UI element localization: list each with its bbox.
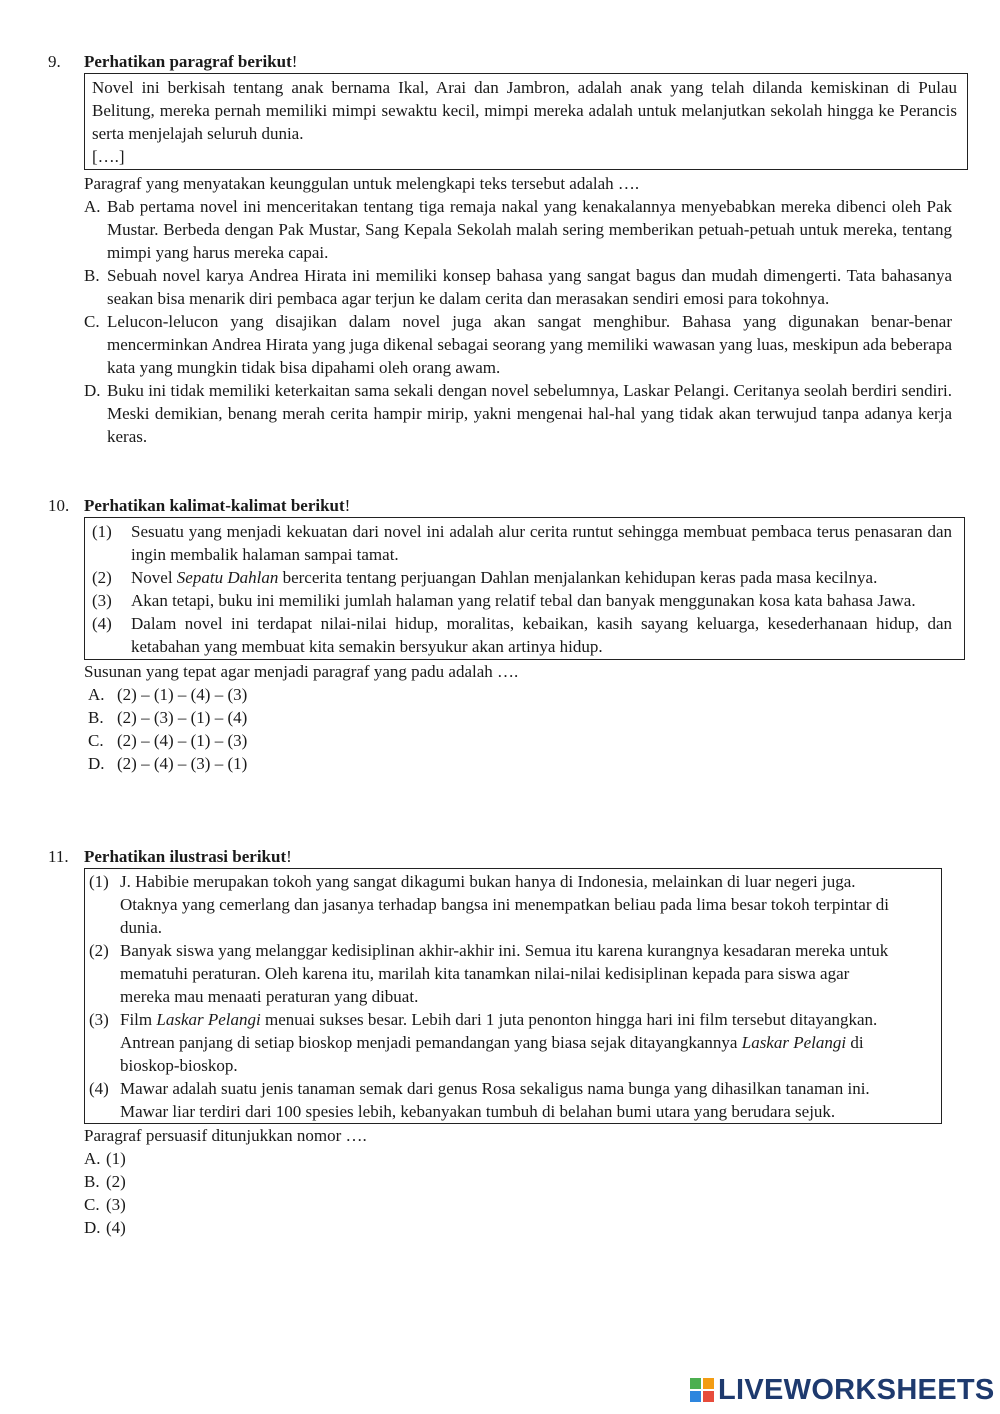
question-prompt: Paragraf yang menyatakan keunggulan untuk melengkapi teks tersebut adalah …. [84,174,640,193]
paragraph-2: (2) Banyak siswa yang melanggar kedisiplinan akhir-akhir ini. Semua itu karena kurangnya kesadaran mereka untuk mematuhi peraturan. Oleh karena itu, marilah kita tanamkan nilai-nilai kedisiplinan kepada para siswa agar mereka mau menaati peraturan yang dibuat. [89,941,889,1006]
option-a[interactable]: A. Bab pertama novel ini menceritakan tentang tiga remaja nakal yang kenakalannya menyebabkan mereka dibenci oleh Pak Mustar. Berbeda dengan Pak Mustar, Sang Kepala Sekolah malah sering memberikan petuah-petuah untuk mereka, tentang mimpi yang harus mereka capai. [84,197,952,262]
sentence-2: (2) Novel Sepatu Dahlan bercerita tentang perjuangan Dahlan menjalankan kehidupan keras pada masa kecilnya. [92,568,878,587]
option-d[interactable]: D. (4) [84,1218,126,1237]
paragraph-4: (4) Mawar adalah suatu jenis tanaman semak dari genus Rosa sekaligus nama bunga yang dihasilkan tanaman ini. Mawar liar terdiri dari 100 spesies lebih, kebanyakan tumbuh di belahan bumi utara yang berudara sejuk. [89,1079,870,1121]
book-title: Sepatu Dahlan [176,568,279,587]
question-prompt: Susunan yang tepat agar menjadi paragraf yang padu adalah …. [84,662,519,681]
answer-options [84,195,952,448]
question-number: 10. [48,496,70,515]
paragraph-1: (1) J. Habibie merupakan tokoh yang sangat dikagumi bukan hanya di Indonesia, melainkan di luar negeri juga. Otaknya yang cemerlang dan jasanya terhadap bangsa ini menempatkan beliau pada lima besar tokoh terpintar di dunia. [89,872,889,937]
question-number: 9. [48,52,61,71]
answer-options [84,1147,968,1239]
option-b[interactable]: B. Sebuah novel karya Andrea Hirata ini memiliki konsep bahasa yang sangat bagus dan mudah dimengerti. Tata bahasanya seakan bisa menarik diri pembaca agar terjun ke dalam cerita dan merasakan sendiri emosi para tokohnya. [84,266,952,308]
option-a[interactable]: A. (1) [84,1149,126,1168]
question-number: 11. [48,847,69,866]
passage-ellipsis: [….] [92,147,125,166]
tile-icon [690,1391,701,1402]
sentences-box [84,517,965,660]
question-10 [48,494,968,775]
question-prompt: Paragraf persuasif ditunjukkan nomor …. [84,1126,367,1145]
question-heading: Perhatikan kalimat-kalimat berikut! [84,496,351,515]
tile-icon [703,1378,714,1389]
tile-icon [690,1378,701,1389]
brand-name: LIVEWORKSHEETS [718,1373,995,1406]
paragraph-3: (3) Film Laskar Pelangi menuai sukses besar. Lebih dari 1 juta penonton hingga hari ini film tersebut ditayangkan. Antrean panjang di setiap bioskop menjadi pemandangan yang biasa sejak ditayangkannya Laskar Pelangi di bioskop-bioskop. [89,1010,878,1075]
question-9 [48,50,968,448]
option-b[interactable]: B. (2) – (3) – (1) – (4) [88,708,248,727]
option-c[interactable]: C. (2) – (4) – (1) – (3) [88,731,248,750]
option-b[interactable]: B. (2) [84,1172,126,1191]
passage-text: Novel ini berkisah tentang anak bernama Ikal, Arai dan Jambron, adalah anak yang telah dilanda kemiskinan di Pulau Belitung, mereka pernah memiliki mimpi sewaktu kecil, mimpi mereka adalah untuk melanjutkan sekolah hingga ke Perancis serta menjelajah seluruh dunia. [92,78,957,143]
answer-options [88,683,968,775]
passage-box [84,73,968,170]
option-d[interactable]: D. (2) – (4) – (3) – (1) [88,754,248,773]
film-title: Laskar Pelangi [156,1010,261,1029]
sentence-1: (1) Sesuatu yang menjadi kekuatan dari novel ini adalah alur cerita runtut sehingga membuat pembaca terus penasaran dan ingin membalik halaman sampai tamat. [92,522,952,564]
question-heading: Perhatikan paragraf berikut! [84,52,298,71]
film-title: Laskar Pelangi [741,1033,847,1052]
liveworksheets-tiles-icon [690,1378,714,1402]
question-11 [48,845,968,1239]
option-c[interactable]: C. Lelucon-lelucon yang disajikan dalam novel juga akan sangat menghibur. Bahasa yang digunakan benar-benar mencerminkan Andrea Hirata yang juga dikenal sebagai seorang yang memiliki wawasan yang luas, meskipun ada beberapa kata yang mungkin tidak bisa dipahami oleh orang awam. [84,312,952,377]
sentence-4: (4) Dalam novel ini terdapat nilai-nilai hidup, moralitas, kebaikan, kasih sayang keluarga, kesederhanaan hidup, dan ketabahan yang membuat kita semakin bersyukur akan artinya hidup. [92,614,952,656]
option-c[interactable]: C. (3) [84,1195,126,1214]
tile-icon [703,1391,714,1402]
option-a[interactable]: A. (2) – (1) – (4) – (3) [88,685,248,704]
option-d[interactable]: D. Buku ini tidak memiliki keterkaitan sama sekali dengan novel sebelumnya, Laskar Pelangi. Ceritanya seolah berdiri sendiri. Meski demikian, benang merah cerita hampir mirip, yakni mengenai hal-hal yang tidak akan terwujud tanpa adanya kerja keras. [84,381,952,446]
illustration-box [84,868,942,1124]
liveworksheets-logo[interactable] [690,1374,995,1406]
question-heading: Perhatikan ilustrasi berikut! [84,847,292,866]
sentence-3: (3) Akan tetapi, buku ini memiliki jumlah halaman yang relatif tebal dan banyak menggunakan kosa kata bahasa Jawa. [92,591,916,610]
